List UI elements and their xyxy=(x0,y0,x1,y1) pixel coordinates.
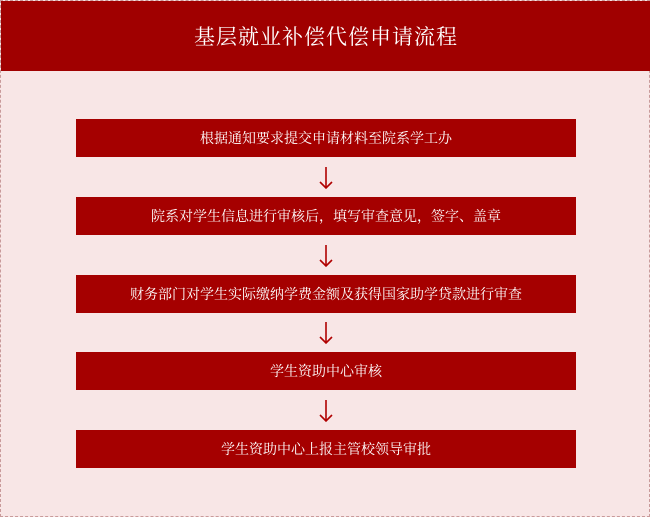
arrow-down-icon xyxy=(316,243,336,269)
arrow-down-icon xyxy=(316,165,336,191)
arrow-down-icon xyxy=(316,398,336,424)
arrow-down-icon xyxy=(316,320,336,346)
step-4-box: 学生资助中心审核 xyxy=(76,352,576,390)
step-5-box: 学生资助中心上报主管校领导审批 xyxy=(76,430,576,468)
step-3-box: 财务部门对学生实际缴纳学费金额及获得国家助学贷款进行审查 xyxy=(76,275,576,313)
flowchart-title: 基层就业补偿代偿申请流程 xyxy=(1,1,650,71)
step-1-box: 根据通知要求提交申请材料至院系学工办 xyxy=(76,119,576,157)
step-2-box: 院系对学生信息进行审核后，填写审查意见，签字、盖章 xyxy=(76,197,576,235)
